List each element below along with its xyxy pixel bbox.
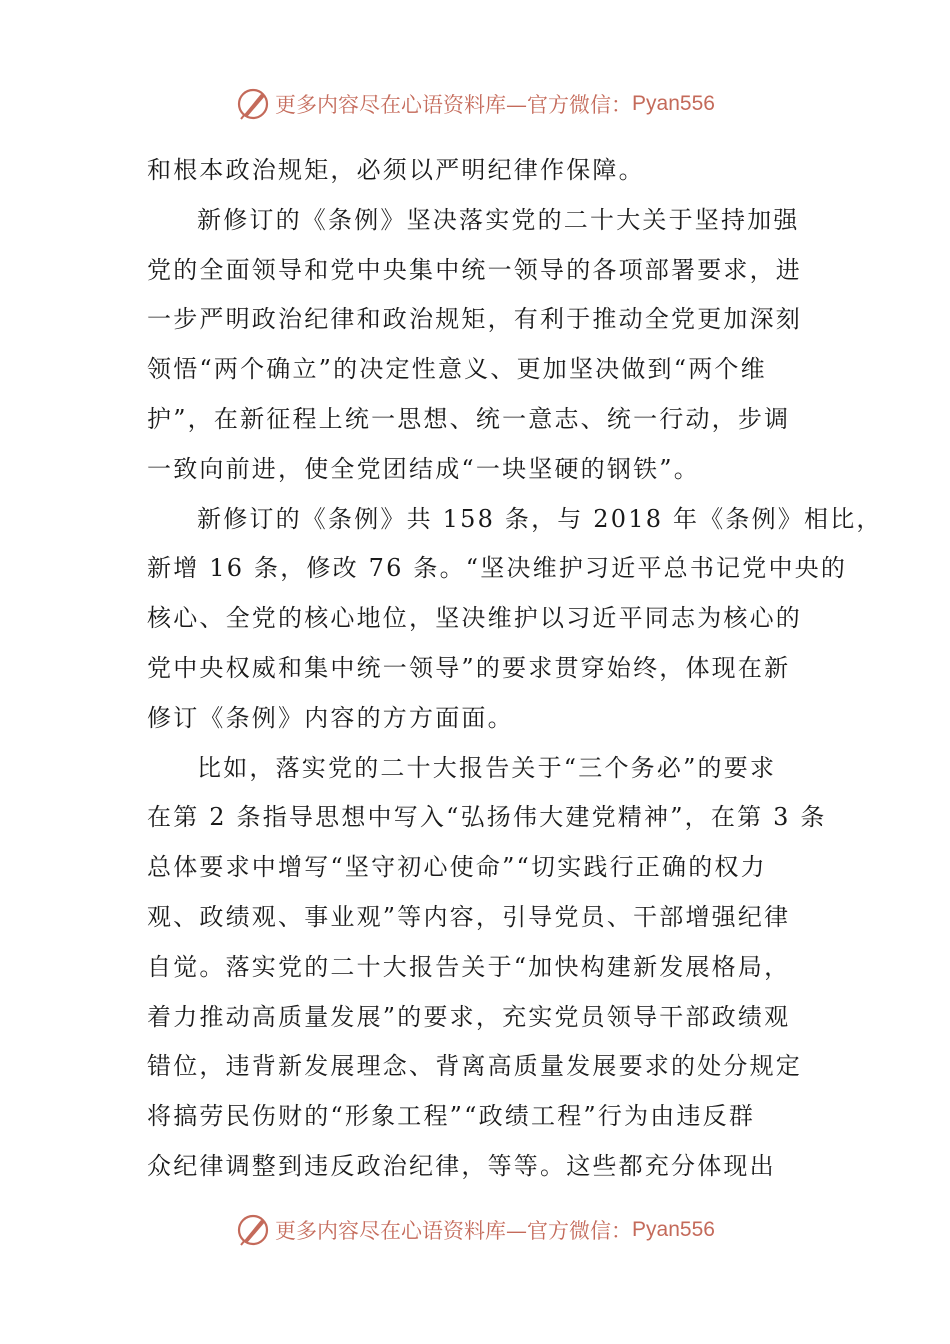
text-line: 自觉。落实党的二十大报告关于“加快构建新发展格局， <box>147 952 791 981</box>
text-line: 和根本政治规矩，必须以严明纪律作保障。 <box>147 156 645 184</box>
text-line: 领悟“两个确立”的决定性意义、更加坚决做到“两个维 <box>147 355 767 384</box>
footer-banner-text: 更多内容尽在心语资料库—官方微信： <box>275 1219 633 1243</box>
text-line: 护”，在新征程上统一思想、统一意志、统一行动，步调 <box>147 404 791 433</box>
text-line: 核心、全党的核心地位，坚决维护以习近平同志为核心的 <box>147 604 802 633</box>
text-line: 党的全面领导和党中央集中统一领导的各项部署要求，进 <box>147 255 802 284</box>
document-body <box>147 146 883 1192</box>
text-line: 着力推动高质量发展”的要求，充实党员领导干部政绩观 <box>147 1002 791 1031</box>
text-line: 修订《条例》内容的方方面面。 <box>147 703 514 732</box>
text-line: 错位，违背新发展理念、背离高质量发展要求的处分规定 <box>147 1052 802 1081</box>
text-line: 一致向前进，使全党团结成“一块坚硬的钢铁”。 <box>147 454 700 483</box>
footer-watermark <box>0 1208 950 1252</box>
text-line: 新修订的《条例》坚决落实党的二十大关于坚持加强 <box>197 205 800 234</box>
text-line: 在第 2 条指导思想中写入“弘扬伟大建党精神”，在第 3 条 <box>147 803 827 832</box>
text-line: 比如，落实党的二十大报告关于“三个务必”的要求 <box>197 753 777 782</box>
text-line: 新修订的《条例》共 158 条，与 2018 年《条例》相比， <box>197 504 883 533</box>
text-line: 一步严明政治纪律和政治规矩，有利于推动全党更加深刻 <box>147 305 802 334</box>
header-banner-text: 更多内容尽在心语资料库—官方微信： <box>275 93 633 117</box>
header-watermark <box>0 82 950 126</box>
text-line: 总体要求中增写“坚守初心使命”“切实践行正确的权力 <box>147 853 767 882</box>
quill-pen-icon <box>235 1212 271 1248</box>
text-line: 新增 16 条，修改 76 条。“坚决维护习近平总书记党中央的 <box>147 554 848 583</box>
text-line: 众纪律调整到违反政治纪律，等等。这些都充分体现出 <box>147 1151 776 1180</box>
text-line: 党中央权威和集中统一领导”的要求贯穿始终，体现在新 <box>147 653 791 682</box>
quill-pen-icon <box>235 86 271 122</box>
text-line: 将搞劳民伤财的“形象工程”“政绩工程”行为由违反群 <box>147 1102 756 1131</box>
footer-wechat-id: Pyan556 <box>632 1218 715 1241</box>
text-line: 观、政绩观、事业观”等内容，引导党员、干部增强纪律 <box>147 902 791 931</box>
header-wechat-id: Pyan556 <box>632 92 715 115</box>
